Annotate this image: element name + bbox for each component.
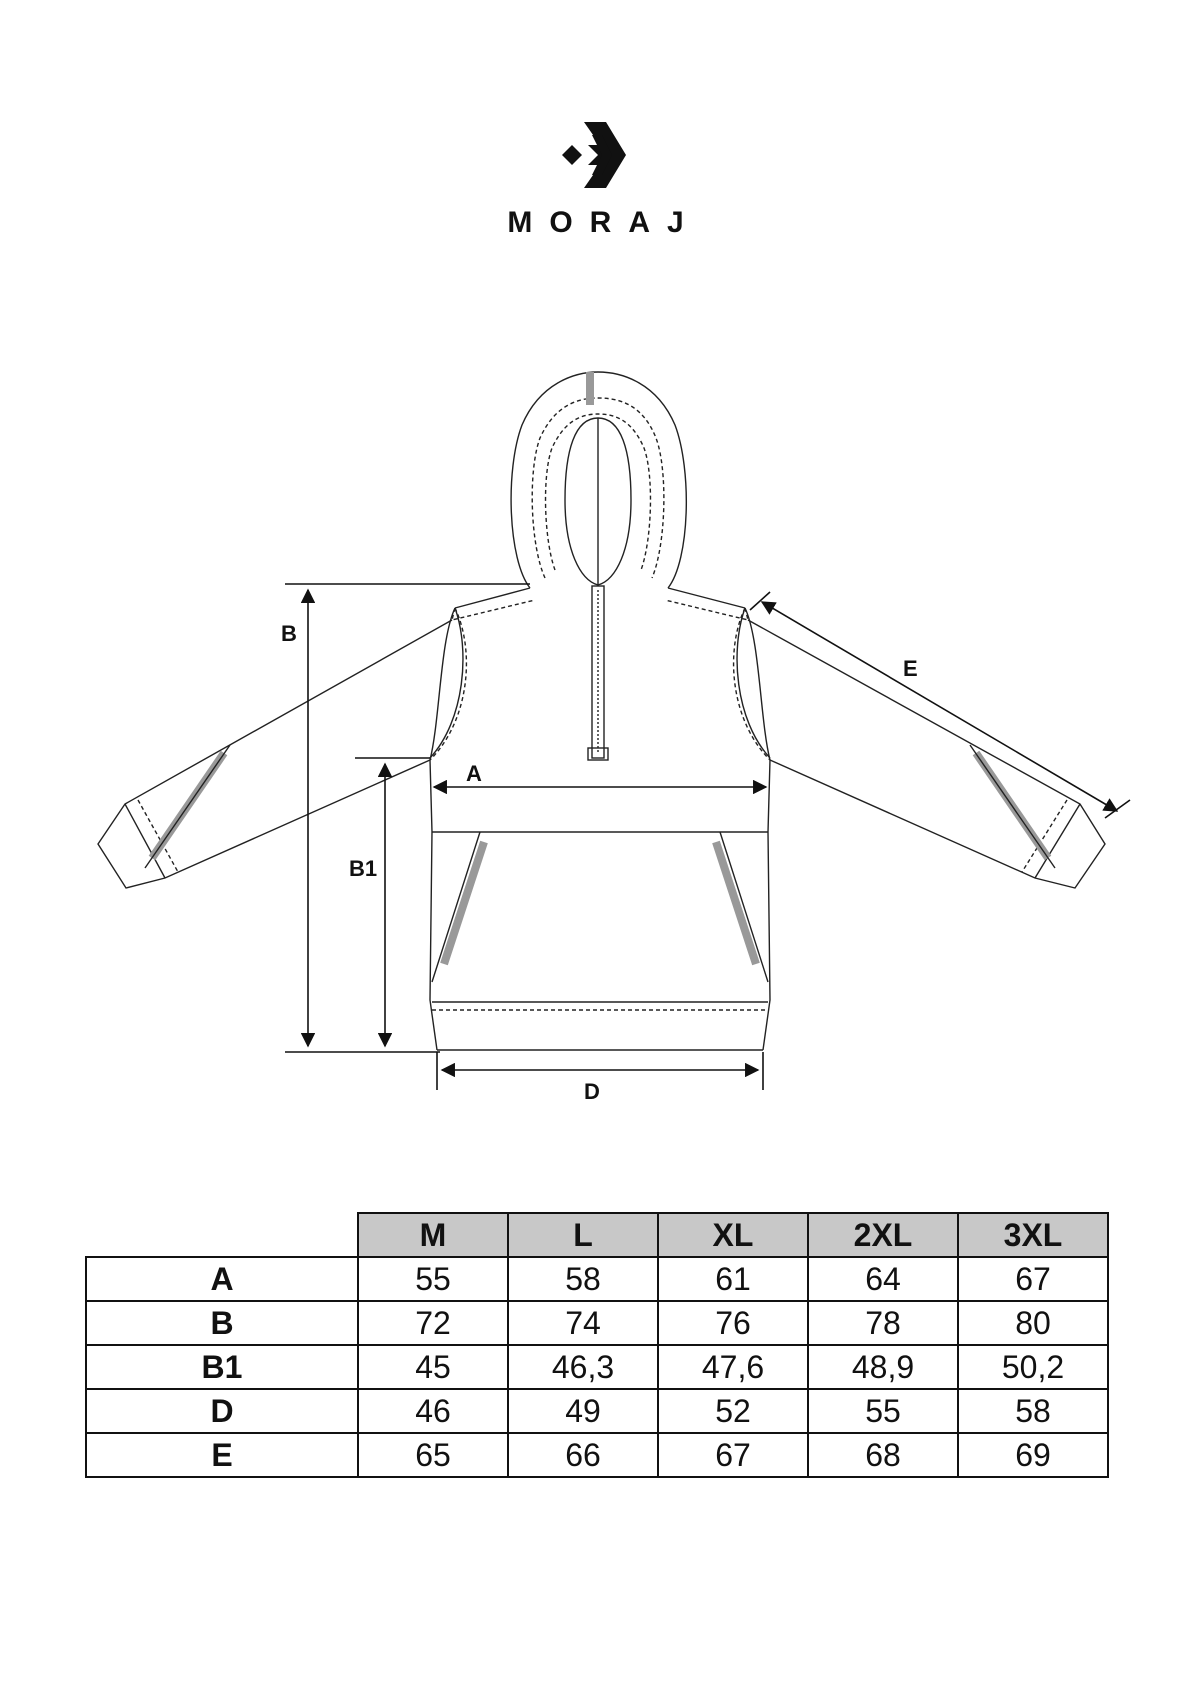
table-cell: 45 [358,1345,508,1389]
label-D: D [584,1079,600,1104]
size-column-header: M [358,1213,508,1257]
table-cell: 55 [358,1257,508,1301]
brand-name: MORAJ [507,206,701,239]
size-column-header: XL [658,1213,808,1257]
label-B1: B1 [349,856,378,881]
row-label: B1 [86,1345,358,1389]
table-row [86,1345,1108,1389]
table-cell: 66 [508,1433,658,1477]
table-cell: 67 [958,1257,1108,1301]
table-cell: 58 [958,1389,1108,1433]
table-cell: 69 [958,1433,1108,1477]
table-row [86,1301,1108,1345]
label-E: E [903,656,918,681]
table-cell: 50,2 [958,1345,1108,1389]
table-cell: 46,3 [508,1345,658,1389]
table-row [86,1257,1108,1301]
table-cell: 74 [508,1301,658,1345]
size-column-header: 2XL [808,1213,958,1257]
size-table [85,1212,1109,1478]
size-header-row [86,1213,1108,1257]
row-label: B [86,1301,358,1345]
table-cell: 64 [808,1257,958,1301]
table-cell: 48,9 [808,1345,958,1389]
table-cell: 61 [658,1257,808,1301]
table-cell: 65 [358,1433,508,1477]
table-cell: 52 [658,1389,808,1433]
table-cell: 80 [958,1301,1108,1345]
dimension-lines [285,584,1130,1090]
size-column-header: 3XL [958,1213,1108,1257]
size-column-header: L [508,1213,658,1257]
row-label: A [86,1257,358,1301]
table-cell: 58 [508,1257,658,1301]
table-cell: 67 [658,1433,808,1477]
table-cell: 76 [658,1301,808,1345]
table-cell: 78 [808,1301,958,1345]
table-cell: 68 [808,1433,958,1477]
table-row [86,1433,1108,1477]
table-cell: 46 [358,1389,508,1433]
table-row [86,1389,1108,1433]
row-label: E [86,1433,358,1477]
table-cell: 55 [808,1389,958,1433]
row-label: D [86,1389,358,1433]
table-cell: 49 [508,1389,658,1433]
table-cell: 47,6 [658,1345,808,1389]
hoodie-outline [98,372,1105,1050]
table-corner [86,1213,358,1257]
label-B: B [281,621,297,646]
table-cell: 72 [358,1301,508,1345]
label-A: A [466,761,482,786]
